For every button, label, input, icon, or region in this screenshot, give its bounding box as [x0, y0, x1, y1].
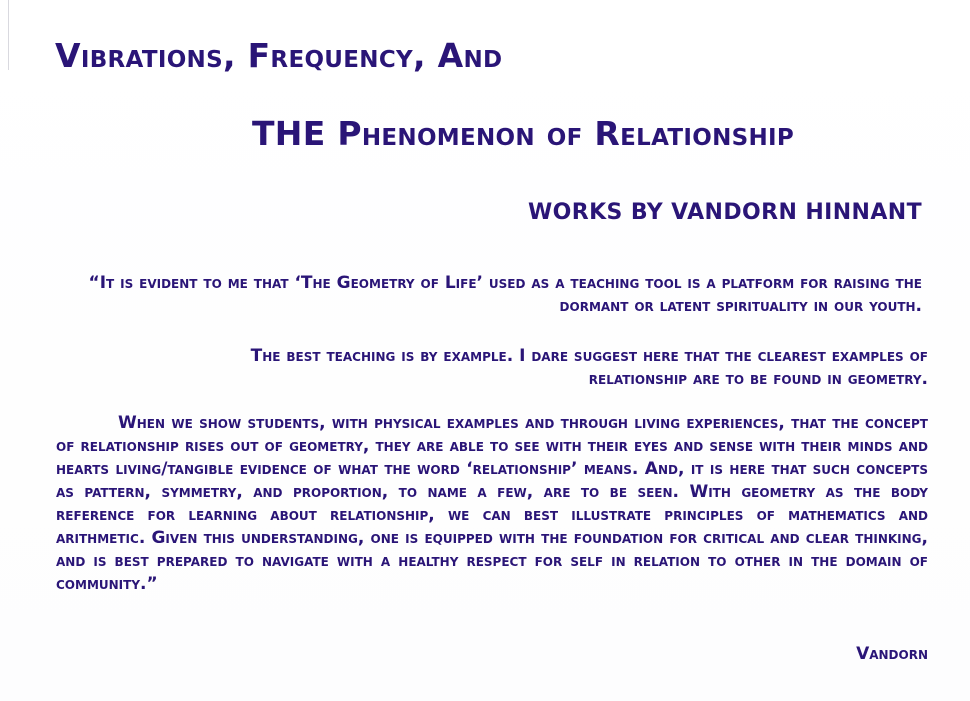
quote-paragraph-2: The best teaching is by example. I dare suggest here that the clearest examples of relationship are to be found in geometry. — [250, 346, 928, 389]
scan-edge-mark — [8, 0, 9, 70]
byline: WORKS BY VANDORN HINNANT — [527, 200, 922, 225]
title-line-1: Vibrations, Frequency, And — [55, 36, 503, 75]
signature: Vandorn — [856, 644, 928, 664]
quote-paragraph-3: When we show students, with physical examples and through living experiences, that the concept of relationship rises out of geometry, they are able to see with their eyes and sense with their minds and hearts living/tangible evidence of what the word ‘relationship’ means. And, it is here that such concepts as pattern, symmetry, and proportion, to name a few, are to be seen. With geometry as the body reference for learning about relationship, we can best illustrate principles of mathematics and arithmetic. Given this understanding, one is equipped with the foundation for critical and clear thinking, and is best prepared to navigate with a healthy respect for self in relation to other in the domain of community.” — [56, 413, 928, 594]
quote-paragraph-1: “It is evident to me that ‘The Geometry of Life’ used as a teaching tool is a platform for raising the dormant or latent spirituality in our youth. — [88, 273, 922, 316]
title-line-2: THE Phenomenon of Relationship — [252, 114, 795, 153]
